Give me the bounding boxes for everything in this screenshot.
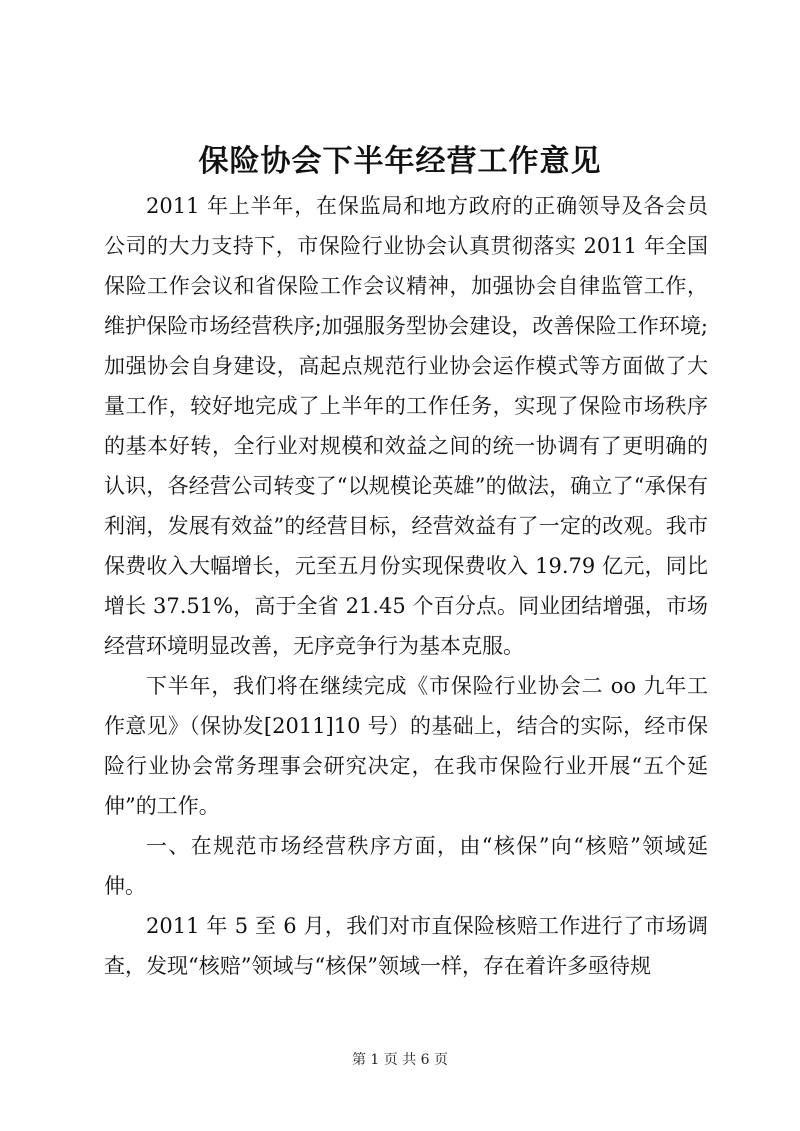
document-body bbox=[104, 186, 708, 986]
paragraph-first-half-summary: 2011 年上半年，在保监局和地方政府的正确领导及各会员公司的大力支持下，市保险行业协会认真贯彻落实 2011 年全国保险工作会议和省保险工作会议精神，加强协会自律监管工作，维护保险市场经营秩序;加强服务型协会建设，改善保险工作环境;加强协会自身建设，高起点规范行业协会运作模式等方面做了大量工作，较好地完成了上半年的工作任务，实现了保险市场秩序的基本好转，全行业对规模和效益之间的统一协调有了更明确的认识，各经营公司转变了“以规模论英雄”的做法，确立了“承保有利润，发展有效益”的经营目标，经营效益有了一定的改观。我市保费收入大幅增长，元至五月份实现保费收入 19.79 亿元，同比增长 37.51%，高于全省 21.45 个百分点。同业团结增强，市场经营环境明显改善，无序竞争行为基本克服。 bbox=[104, 194, 708, 658]
page-number-footer: 第 1 页 共 6 页 bbox=[351, 1052, 449, 1068]
paragraph-second-half-plan: 下半年，我们将在继续完成《市保险行业协会二 oo 九年工作意见》（保协发[2011]10 号）的基础上，结合的实际，经市保险行业协会常务理事会研究决定，在我市保险行业开展“五个延伸”的工作。 bbox=[104, 674, 708, 818]
paragraph-market-survey: 2011 年 5 至 6 月，我们对市直保险核赔工作进行了市场调查，发现“核赔”领域与“核保”领域一样，存在着许多亟待规 bbox=[104, 914, 708, 978]
paragraph-section-one-heading: 一、在规范市场经营秩序方面，由“核保”向“核赔”领域延伸。 bbox=[104, 834, 708, 898]
document-title: 保险协会下半年经营工作意见 bbox=[198, 144, 602, 179]
